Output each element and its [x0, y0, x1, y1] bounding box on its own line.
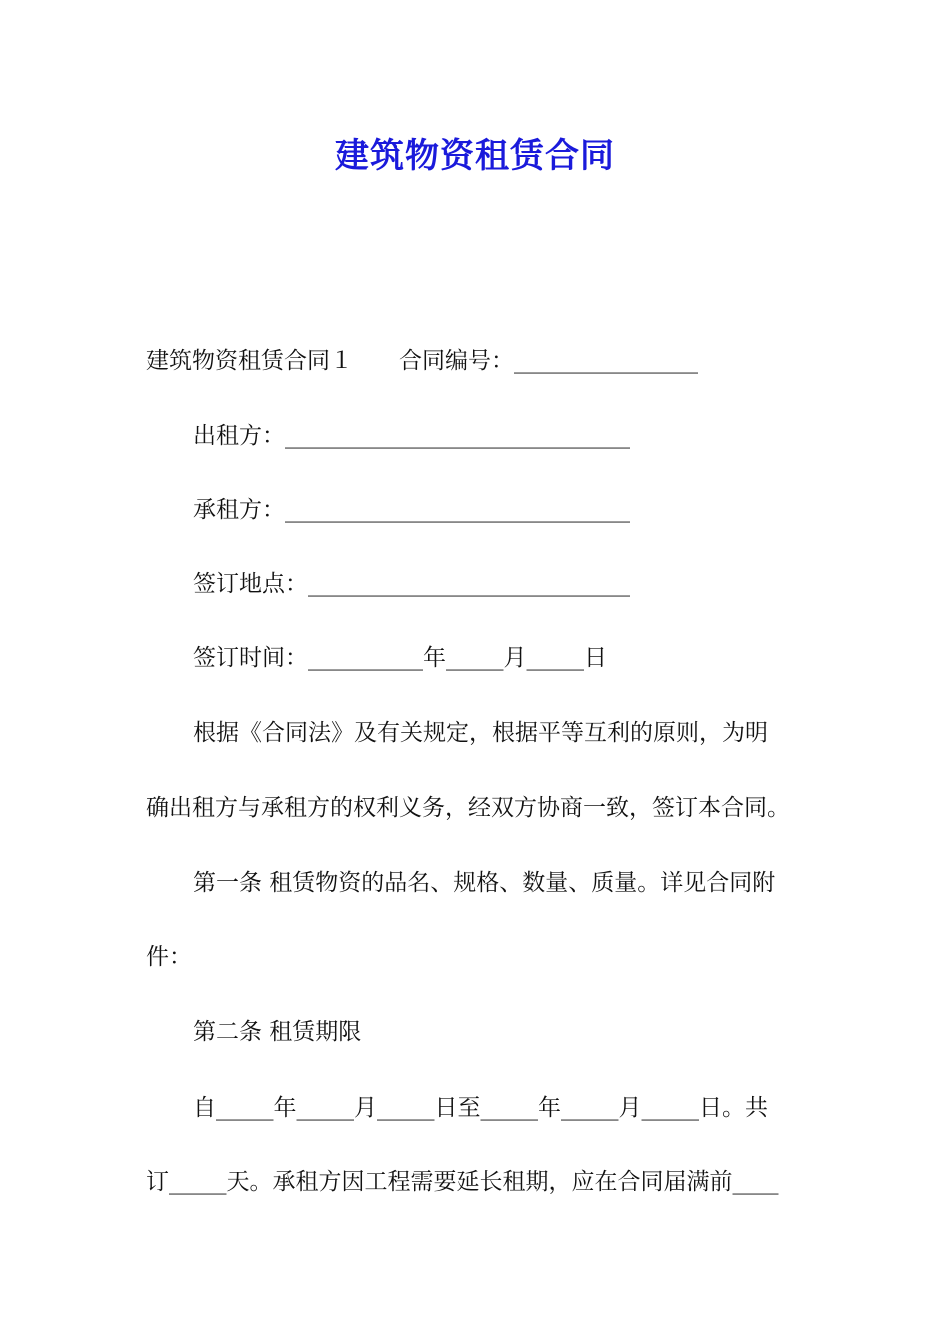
article-2-heading: 第二条 租赁期限	[193, 1019, 362, 1045]
lessee-line: 承租方：______________________________	[193, 497, 630, 523]
article-2-line-2: 订_____天。承租方因工程需要延长租期，应在合同届满前____	[146, 1169, 779, 1195]
article-1-line-2: 件：	[146, 944, 192, 970]
signing-date-line: 签订时间：__________年_____月_____日	[193, 645, 607, 671]
lessor-line: 出租方：______________________________	[193, 423, 630, 449]
signing-place-line: 签订地点：____________________________	[193, 571, 630, 597]
article-1-line-1: 第一条 租赁物资的品名、规格、数量、质量。详见合同附	[193, 870, 776, 896]
preamble-line-2: 确出租方与承租方的权利义务，经双方协商一致，签订本合同。	[146, 795, 790, 821]
article-2-line-1: 自_____年_____月_____日至_____年_____月_____日。共	[193, 1095, 768, 1121]
contract-number-line: 建筑物资租赁合同１ 合同编号：________________	[146, 348, 698, 374]
document-title: 建筑物资租赁合同	[335, 136, 615, 176]
preamble-line-1: 根据《合同法》及有关规定，根据平等互利的原则，为明	[193, 720, 768, 746]
